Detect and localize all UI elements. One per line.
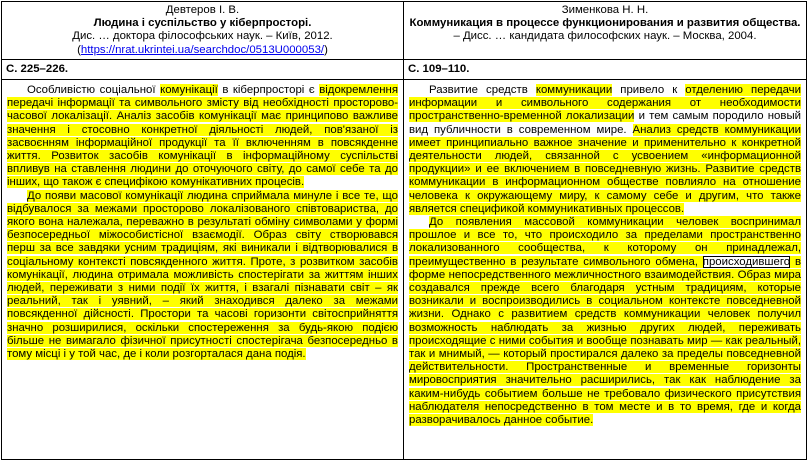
highlighted-text: Анализ средств коммуникации имеет принципиально важное значение и применительно к конкретной деятельности людей, связанной с усвоением «информационной продукции» и ее включением в повседневную жизнь. Развитие средств коммуникации в информационном обществе повлияло на отношение человека к окружающему миру, к самому себе и другим, что также является спецификой коммуникативных процессов. (409, 123, 801, 215)
highlighted-text: До появления массовой коммуникации человек воспринимал прошлое и все то, что происходило за пределами пространственно локализованного сообщества, к которому он принадлежал, преимущественно в результате символьного обмена, (409, 216, 801, 268)
plain-text: Развитие средств (429, 84, 536, 97)
right-text-cell (404, 80, 807, 460)
left-text-cell (2, 80, 404, 460)
highlighted-text: відокремлення передачі інформації та символьного змісту від необхідності просторово-часової локалізації. Аналіз засобів комунікації має принципово важливе значення і стосовно конкретної діяльності людей, пов'язаної із засвоєнням інформаційної продукції та її включенням в повсякденне життя. Розвиток засобів комунікації в інформаційному суспільстві впливув на ставлення людини до оточуючого світу, до самої себе та до інших, що також є специфікою комунікативних процесів. (7, 84, 398, 189)
highlighted-text: в форме непосредственного межличностного взаимодействия. Образ мира создавался прежде всего благодаря устным традициям, которые возникали и воспроизводились в социальном контексте повседневной жизни. Однако с развитием средств коммуникации человек получил возможность наблюдать за жизнью других людей, переживать происходящие с ними события и вообще познавать мир — как реальный, так и мнимый, — который простирался далеко за пределы повседневной действительности. Пространственные и временные горизонты мировосприятия значительно расширились, так как наблюдение за каким-нибудь событием больше не требовало физического присутствия наблюдателя непосредственно в том месте и в то время, где и когда разворачивалось данное событие. (409, 255, 801, 427)
left-link-open-paren: ( (77, 43, 81, 56)
left-source-header (2, 2, 404, 60)
right-author: Зименкова Н. Н. (561, 4, 649, 16)
left-paragraph-2 (7, 190, 398, 362)
left-link-close-paren: ) (324, 43, 328, 56)
right-meta: – Дисс. … кандидата философских наук. – Москва, 2004. (453, 30, 757, 43)
left-pages: С. 225–226. (2, 59, 404, 79)
plain-text: привело к (612, 84, 686, 97)
highlighted-text: До появи масової комунікації людина сприймала минуле і все те, що відбувалося за межами просторово локалізованого співтовариства, до якого вона належала, переважно в результаті обміну символами у формі безпосередньої міжособистісної взаємодії. Образ світу створювався перш за все завдяки усним традиціям, які виникали і відтворювалися в соціальному контексті повсякденного життя. Проте, з розвитком засобів комунікації, людина отримала можливість спостерігати за життям інших людей, переживати з ними події їх життя, і взагалі пізнавати світ – як реальний, так і уявний, – який знаходився далеко за межами повсякденної дійсності. Простори та часові горизонти світосприйняття значно розширилися, оскільки спостереження за будь-якою подією більше не вимагало фізичної присутності спостерігача безпосередньо в тому місці і у той час, де і коли розгорталася дана подія. (7, 189, 398, 361)
left-paragraph-1 (7, 84, 398, 190)
left-link-line (77, 44, 328, 56)
right-title: Коммуникация в процессе функционирования и развития общества. (409, 17, 801, 30)
highlighted-text: комунікації (160, 84, 218, 97)
right-pages: С. 109–110. (404, 59, 807, 79)
right-source-header (404, 2, 807, 60)
plain-text: в кіберпросторі є (217, 84, 320, 97)
right-title-line (408, 17, 802, 43)
right-paragraph-1 (409, 84, 801, 216)
plain-text: Особливістю соціальної (27, 84, 161, 97)
comparison-table (1, 1, 807, 460)
left-meta: Дис. … доктора філософських наук. – Київ, 2012. (72, 30, 333, 43)
right-paragraph-2 (409, 216, 801, 427)
pages-row (2, 59, 807, 79)
left-source-link[interactable]: https://nrat.ukrintei.ua/searchdoc/0513U000053/ (80, 43, 325, 56)
plain-text: и тем самым породило новый вид публичности в современном мире. (409, 110, 801, 136)
header-row (2, 2, 807, 60)
plain-text: происходившего (702, 255, 791, 268)
left-author: Девтеров І. В. (165, 4, 240, 16)
text-row (2, 80, 807, 460)
highlighted-text: коммуникации (535, 84, 613, 97)
highlighted-text: отделению передачи информации и символьного содержания от необходимости пространственно-временной локализации (409, 84, 801, 123)
left-title: Людина і суспільство у кіберпросторі. (93, 17, 312, 30)
